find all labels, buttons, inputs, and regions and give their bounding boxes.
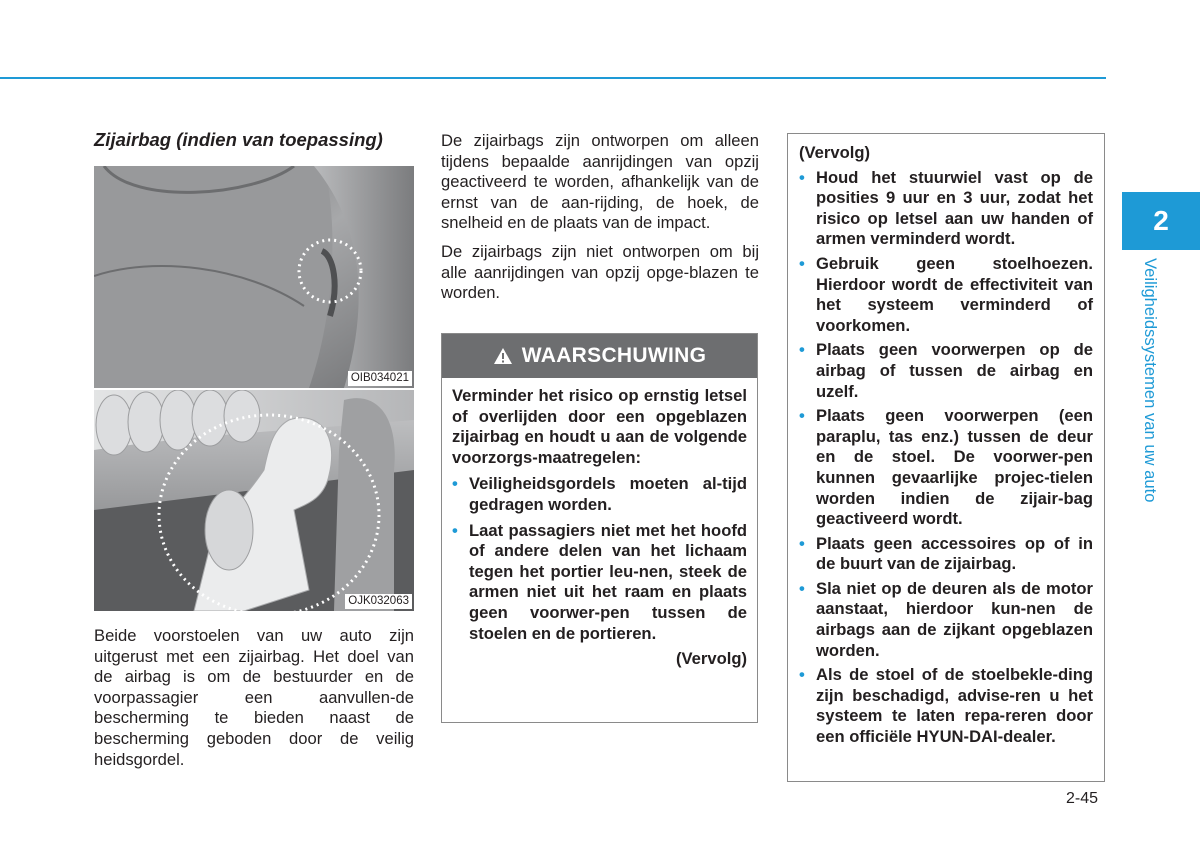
chapter-title: Veiligheidssystemen van uw auto <box>1141 258 1160 503</box>
list-item: • Gebruik geen stoelhoezen. Hierdoor wordt de effectiviteit van het systeem verminderd of voorkomen. <box>799 253 1093 335</box>
continued-heading: (Vervolg) <box>799 143 871 162</box>
header-rule <box>0 77 1106 79</box>
figure-code: OJK032063 <box>345 594 412 609</box>
page-number: 2-45 <box>1066 790 1099 807</box>
warning-triangle-icon <box>493 347 513 365</box>
list-item: • Veiligheidsgordels moeten al-tijd gedragen worden. <box>452 474 747 514</box>
middle-column <box>441 131 759 304</box>
continued-warning-box <box>787 133 1105 782</box>
warning-title: WAARSCHUWING <box>521 344 707 367</box>
left-paragraph: Beide voorstoelen van uw auto zijn uitgerust met een zijairbag. Het doel van de airbag is om de bestuurder en de voorpassagier een aanvullen-de bescherming te bieden naast de bescherming geboden door de veilig heidsgordel. <box>94 626 414 769</box>
figure-airbag-deployed <box>94 390 414 611</box>
figure-code: OIB034021 <box>348 371 412 386</box>
list-item: • Als de stoel of de stoelbekle-ding zijn beschadigd, advise-ren u het systeem te laten repa-reren door een officiële HYUN-DAI-dealer. <box>799 665 1093 747</box>
section-title: Zijairbag (indien van toepassing) <box>94 129 383 150</box>
list-item: • Plaats geen accessoires op of in de buurt van de zijairbag. <box>799 533 1093 574</box>
continued-list <box>799 168 1093 748</box>
middle-paragraph: De zijairbags zijn ontworpen om alleen tijdens bepaalde aanrijdingen van opzij geactiveerd te worden, afhankelijk van de ernst van de aan-rijding, de hoek, de snelheid en de plaats van de impact. <box>441 131 759 233</box>
continued-label: (Vervolg) <box>675 649 747 669</box>
list-item: • Plaats geen voorwerpen (een paraplu, tas enz.) tussen de deur en de stoel. De voorwer-pen kunnen gevaarlijke projec-tielen worden indien de zijair-bag geactiveerd wordt. <box>799 406 1093 529</box>
warning-list <box>452 474 747 644</box>
chapter-number: 2 <box>1122 192 1200 250</box>
left-column <box>94 128 414 152</box>
seat-airbag-illustration <box>94 166 414 388</box>
warning-box <box>441 333 758 723</box>
list-item: • Sla niet op de deuren als de motor aanstaat, hierdoor kun-nen de airbags aan de zijkant opgeblazen worden. <box>799 578 1093 660</box>
list-item: • Houd het stuurwiel vast op de posities 9 uur en 3 uur, zodat het risico op letsel aan uw handen of armen verminderd wordt. <box>799 167 1093 249</box>
list-item: • Laat passagiers niet met het hoofd of andere delen van het lichaam tegen het portier leu-nen, steek de armen niet uit het raam en plaats geen voorwer-pen tussen de stoelen en de portieren. <box>452 520 747 643</box>
list-item: • Plaats geen voorwerpen op de airbag of tussen de airbag en uzelf. <box>799 340 1093 401</box>
warning-intro: Verminder het risico op ernstig letsel of overlijden door een opgeblazen zijairbag en houdt u aan de volgende voorzorgs-maatregelen: <box>452 386 747 467</box>
deployed-side-airbag-illustration <box>94 390 414 611</box>
warning-header <box>442 334 757 378</box>
middle-paragraph: De zijairbags zijn niet ontworpen om bij alle aanrijdingen van opzij opge-blazen te worden. <box>441 241 759 303</box>
figure-seat <box>94 166 414 388</box>
